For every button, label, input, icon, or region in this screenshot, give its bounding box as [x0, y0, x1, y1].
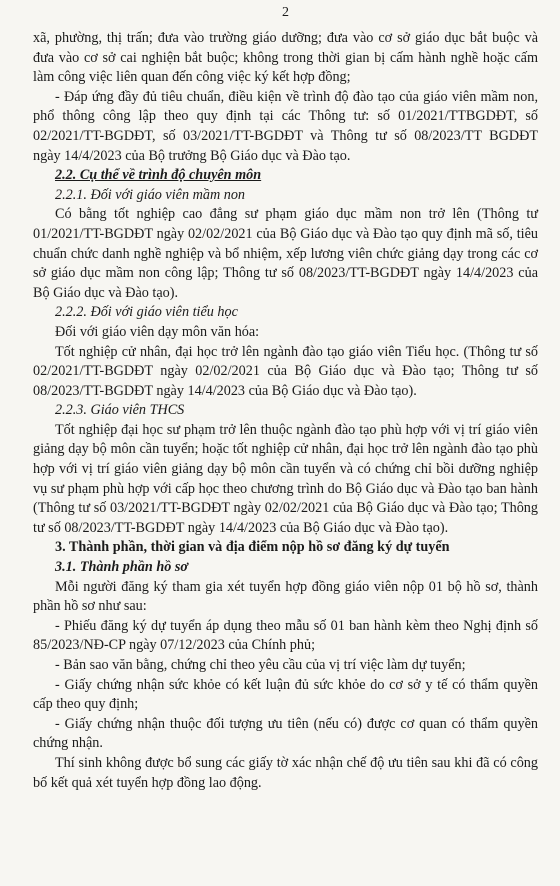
list-item-registration-form: - Phiếu đăng ký dự tuyển áp dụng theo mẫu số 01 ban hành kèm theo Nghị định số 85/2023/NĐ-CP ngày 07/12/2023 của Chính phủ;	[33, 617, 538, 654]
paragraph-primary-intro: Đối với giáo viên dạy môn văn hóa:	[55, 323, 260, 340]
section-heading-2-2-text: 2.2. Cụ thể về trình độ chuyên môn	[55, 167, 262, 184]
subheading-2-2-1: 2.2.1. Đối với giáo viên mầm non	[55, 186, 246, 203]
paragraph-note: Thí sinh không được bổ sung các giấy tờ xác nhận chế độ ưu tiên sau khi đã có công bố kết quả xét tuyển hợp đồng lao động.	[33, 754, 538, 791]
paragraph-preschool: Có bằng tốt nghiệp cao đẳng sư phạm giáo dục mầm non trở lên (Thông tư 01/2021/TT-BGDĐT ngày 02/02/2021 của Bộ Giáo dục và Đào tạo quy định mã số, tiêu chuẩn chức danh nghề nghiệp và bổ nhiệm, xếp lương viên chức giảng dạy trong các cơ sở giáo dục mầm non công lập; Thông tư số 08/2023/TT-BGDĐT ngày 14/4/2023 của Bộ Giáo dục và Đào tạo).	[33, 206, 538, 301]
list-item-priority-certificate: - Giấy chứng nhận thuộc đối tượng ưu tiên (nếu có) được cơ quan có thẩm quyền chứng nhận.	[33, 715, 538, 752]
page-number: 2	[282, 5, 289, 20]
subheading-2-2-3: 2.2.3. Giáo viên THCS	[55, 402, 185, 419]
section-heading-3: 3. Thành phần, thời gian và địa điểm nộp hồ sơ đăng ký dự tuyển	[55, 539, 450, 556]
subheading-3-1-text: 3.1. Thành phần hồ sơ	[55, 559, 188, 576]
list-item-diplomas: - Bản sao văn bằng, chứng chỉ theo yêu cầu của vị trí việc làm dự tuyển;	[55, 657, 466, 673]
subheading-2-2-2: 2.2.2. Đối với giáo viên tiểu học	[55, 304, 238, 321]
list-item-health-certificate: - Giấy chứng nhận sức khỏe có kết luận đủ sức khỏe do cơ sở y tế có thẩm quyền cấp theo quy định;	[33, 676, 538, 713]
subheading-3-1	[33, 558, 538, 578]
paragraph-dossier-intro: Mỗi người đăng ký tham gia xét tuyển hợp đồng giáo viên nộp 01 bộ hồ sơ, thành phần hồ sơ như sau:	[33, 578, 538, 615]
paragraph-continuation: xã, phường, thị trấn; đưa vào trường giáo dưỡng; đưa vào cơ sở giáo dục bắt buộc và đưa vào cơ sở cai nghiện bắt buộc; không trong thời gian bị cấm hành nghề hoặc cấm làm công việc liên quan đến công việc ký kết hợp đồng;	[33, 30, 538, 86]
paragraph-secondary: Tốt nghiệp đại học sư phạm trở lên thuộc ngành đào tạo phù hợp với vị trí giáo viên giảng dạy bộ môn cần tuyển; hoặc tốt nghiệp cử nhân, đại học trở lên ngành đào tạo phù hợp với vị trí giáo viên giảng dạy bộ môn cần tuyển và có chứng chỉ bồi dưỡng nghiệp vụ sư phạm phù hợp với cấp học theo chương trình do Bộ Giáo dục và Đào tạo ban hành (Thông tư số 03/2021/TT-BGDĐT ngày 02/02/2021 của Bộ Giáo dục và Đào tạo; Thông tư số 08/2023/TT-BGDĐT ngày 14/4/2023 của Bộ Giáo dục và Đào tạo).	[33, 421, 538, 536]
section-heading-2-2	[33, 166, 538, 186]
paragraph-standards: - Đáp ứng đầy đủ tiêu chuẩn, điều kiện về trình độ đào tạo của giáo viên mầm non, phổ thông công lập theo quy định tại các Thông tư: số 01/2021/TTBGDĐT, số 02/2021/TT-BGDĐT, số 03/2021/TT-BGDĐT và Thông tư số 08/2023/TT BGDĐT ngày 14/4/2023 của Bộ trưởng Bộ Giáo dục và Đào tạo.	[33, 88, 538, 164]
paragraph-primary: Tốt nghiệp cử nhân, đại học trở lên ngành đào tạo giáo viên Tiểu học. (Thông tư số 02/2021/TT-BGDĐT ngày 02/02/2021 của Bộ Giáo dục và Đào tạo; Thông tư số 08/2023/TT-BGDĐT ngày 14/4/2023 của Bộ Giáo dục và Đào tạo).	[33, 343, 538, 399]
